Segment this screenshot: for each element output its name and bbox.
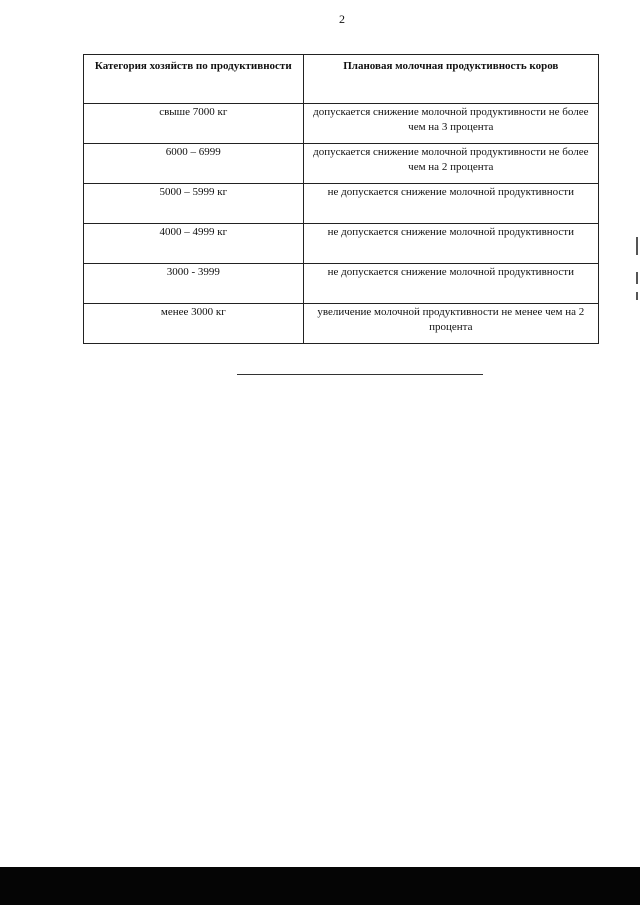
table-row [84,304,599,344]
productivity-table-container [83,54,599,344]
cell-productivity: не допускается снижение молочной продуктивности [303,224,598,264]
header-planned-productivity: Плановая молочная продуктивность коров [303,55,598,104]
scan-bottom-edge [0,867,640,905]
cell-productivity: увеличение молочной продуктивности не менее чем на 2 процента [303,304,598,344]
cell-category: свыше 7000 кг [84,104,304,144]
cell-productivity: допускается снижение молочной продуктивности не более чем на 2 процента [303,144,598,184]
cell-category: 4000 – 4999 кг [84,224,304,264]
cell-productivity: не допускается снижение молочной продуктивности [303,264,598,304]
scan-edge-mark [636,237,638,255]
cell-productivity: допускается снижение молочной продуктивности не более чем на 3 процента [303,104,598,144]
cell-category: 6000 – 6999 [84,144,304,184]
scan-edge-mark [636,292,638,300]
end-rule [237,374,483,375]
cell-category: 3000 - 3999 [84,264,304,304]
table-row [84,264,599,304]
table-row [84,104,599,144]
table-row [84,184,599,224]
header-category: Категория хозяйств по продуктивности [84,55,304,104]
table-header-row [84,55,599,104]
table-row [84,144,599,184]
cell-category: менее 3000 кг [84,304,304,344]
cell-productivity: не допускается снижение молочной продуктивности [303,184,598,224]
scan-edge-mark [636,272,638,284]
page-number: 2 [339,12,345,26]
table-row [84,224,599,264]
cell-category: 5000 – 5999 кг [84,184,304,224]
productivity-table [83,54,599,344]
